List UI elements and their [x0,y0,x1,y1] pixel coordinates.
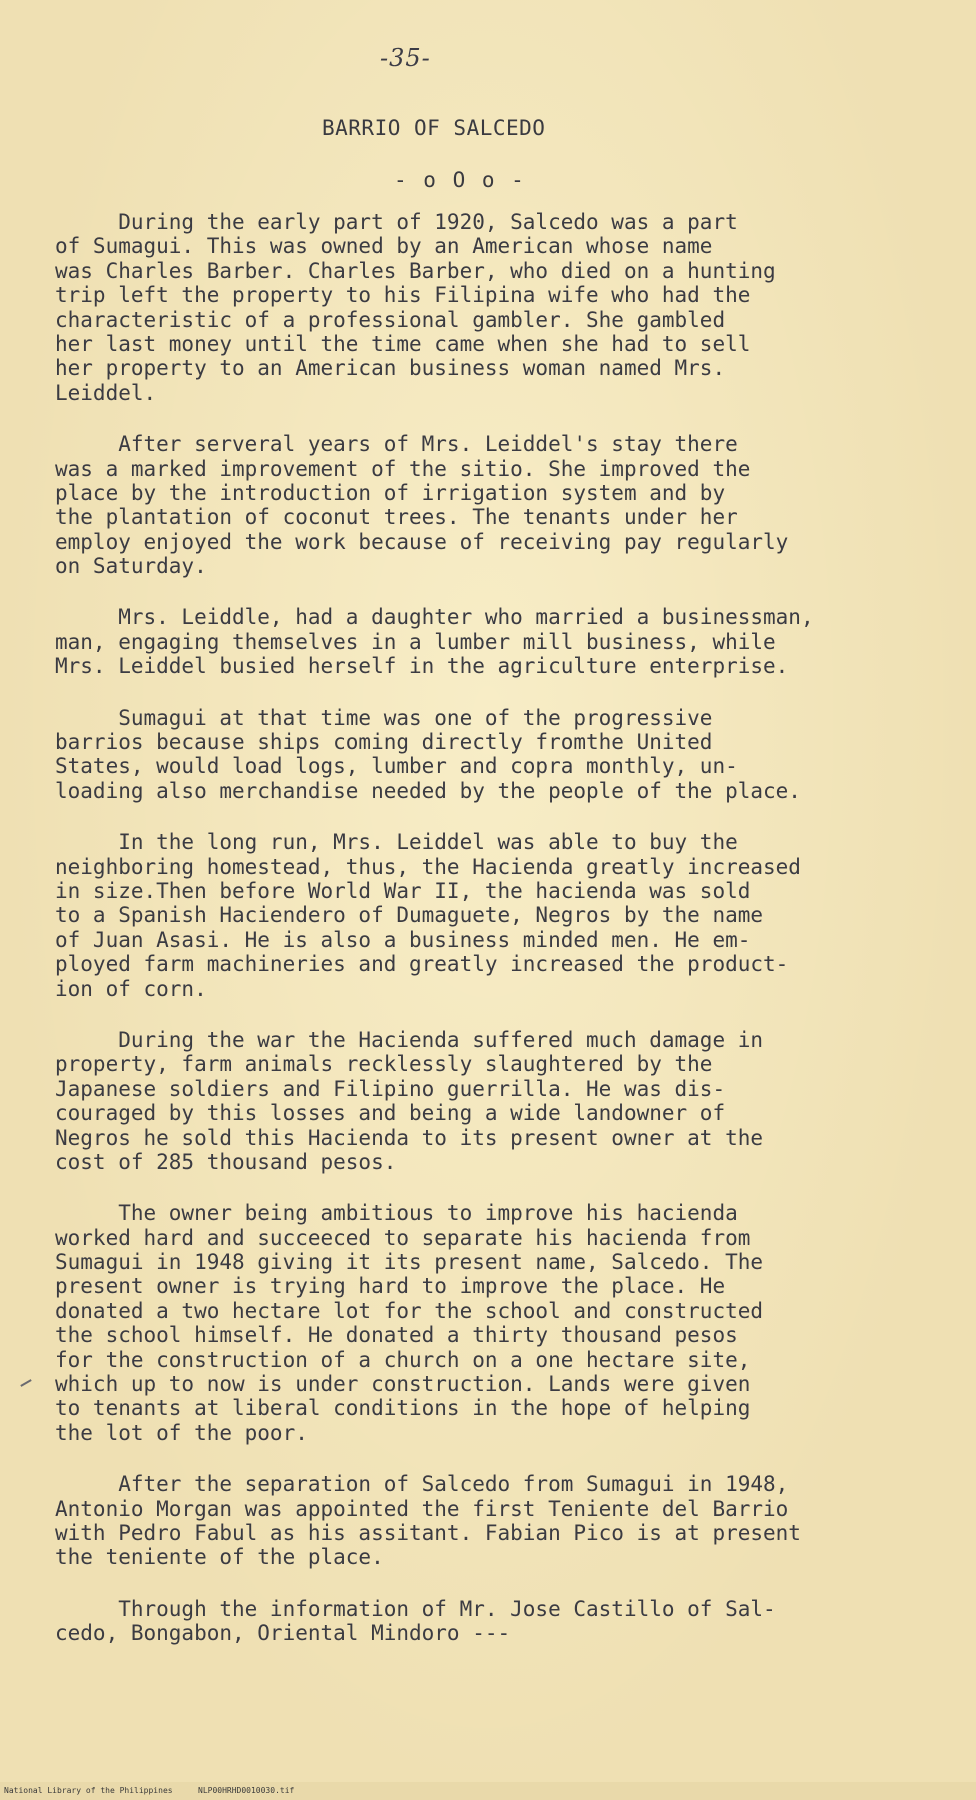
paragraph [55,1028,935,1174]
text-line: trip left the property to his Filipina wife who had the [55,283,751,308]
text-line: to a Spanish Haciendero of Dumaguete, Negros by the name [55,903,764,928]
text-line: Negros he sold this Hacienda to its present owner at the [55,1125,764,1150]
text-line: was a marked improvement of the sitio. She improved the [55,456,751,481]
paragraph [55,706,935,804]
text-line: place by the introduction of irrigation system and by [55,480,726,505]
text-line: the school himself. He donated a thirty thousand pesos [55,1323,738,1348]
text-line: Sumagui at that time was one of the progressive [55,705,713,730]
text-line: States, would load logs, lumber and copra monthly, un- [55,754,738,779]
text-line: Antonio Morgan was appointed the first Teniente del Barrio [55,1496,789,1521]
text-line: The owner being ambitious to improve his hacienda [55,1201,738,1226]
text-line: the teniente of the place. [55,1545,384,1570]
text-line: neighboring homestead, thus, the Hacienda greatly increased [55,854,801,879]
text-line: present owner is trying hard to improve the place. He [55,1274,726,1299]
paragraph [55,210,935,405]
text-line: couraged by this losses and being a wide landowner of [55,1101,726,1126]
text-line: After serveral years of Mrs. Leiddel's stay there [55,432,738,457]
text-line: employ enjoyed the work because of receiving pay regularly [55,529,789,554]
text-line: of Juan Asasi. He is also a business minded men. He em- [55,927,751,952]
footer-file-id: NLP00HRHD0010030.tif [198,1786,295,1795]
text-line: barrios because ships coming directly fromthe United [55,730,713,755]
paragraph [55,1597,935,1646]
text-line: man, engaging themselves in a lumber mill business, while [55,629,776,654]
text-line: In the long run, Mrs. Leiddel was able to buy the [55,830,738,855]
text-line: which up to now is under construction. Lands were given [55,1372,751,1397]
page-title: BARRIO OF SALCEDO [322,116,546,140]
text-line: for the construction of a church on a one hectare site, [55,1347,751,1372]
text-line: worked hard and succeeced to separate his hacienda from [55,1225,751,1250]
paragraph [55,830,935,1001]
page-number: -35- [380,44,431,72]
text-line: cost of 285 thousand pesos. [55,1149,397,1174]
title-separator: - o O o - [394,168,526,192]
text-line: Mrs. Leiddel busied herself in the agriculture enterprise. [55,654,789,679]
text-line: Leiddel. [55,380,157,405]
text-line: Mrs. Leiddle, had a daughter who married a businessman, [55,605,814,630]
text-line: ployed farm machineries and greatly increased the product- [55,952,789,977]
text-line: During the war the Hacienda suffered much damage in [55,1027,764,1052]
text-line: her last money until the time came when she had to sell [55,331,751,356]
text-line: with Pedro Fabul as his assitant. Fabian Pico is at present [55,1520,801,1545]
text-line: of Sumagui. This was owned by an American whose name [55,234,713,259]
paragraph [55,1472,935,1570]
text-line: Through the information of Mr. Jose Castillo of Sal- [55,1596,776,1621]
text-line: Japanese soldiers and Filipino guerrilla. He was dis- [55,1076,726,1101]
paragraph [55,605,935,678]
text-line: cedo, Bongabon, Oriental Mindoro --- [55,1621,511,1646]
footer-library-name: National Library of the Philippines [4,1786,173,1795]
paragraph [55,432,935,578]
text-line: Sumagui in 1948 giving it its present name, Salcedo. The [55,1250,764,1275]
text-line: to tenants at liberal conditions in the hope of helping [55,1396,751,1421]
margin-pencil-mark [20,1379,31,1387]
text-line: During the early part of 1920, Salcedo was a part [55,210,738,234]
text-line: ion of corn. [55,976,207,1001]
text-line: was Charles Barber. Charles Barber, who died on a hunting [55,258,776,283]
text-line: After the separation of Salcedo from Sumagui in 1948, [55,1472,789,1497]
text-line: characteristic of a professional gambler. She gambled [55,307,726,332]
paragraph [55,1201,935,1445]
text-line: donated a two hectare lot for the school and constructed [55,1298,764,1323]
text-line: the lot of the poor. [55,1420,308,1445]
text-line: property, farm animals recklessly slaughtered by the [55,1052,713,1077]
text-line: loading also merchandise needed by the people of the place. [55,778,801,803]
scan-footer [0,1782,976,1800]
text-line: in size.Then before World War II, the hacienda was sold [55,878,751,903]
text-line: her property to an American business woman named Mrs. [55,356,726,381]
document-body [55,210,935,1673]
text-line: the plantation of coconut trees. The tenants under her [55,505,738,530]
text-line: on Saturday. [55,554,207,579]
